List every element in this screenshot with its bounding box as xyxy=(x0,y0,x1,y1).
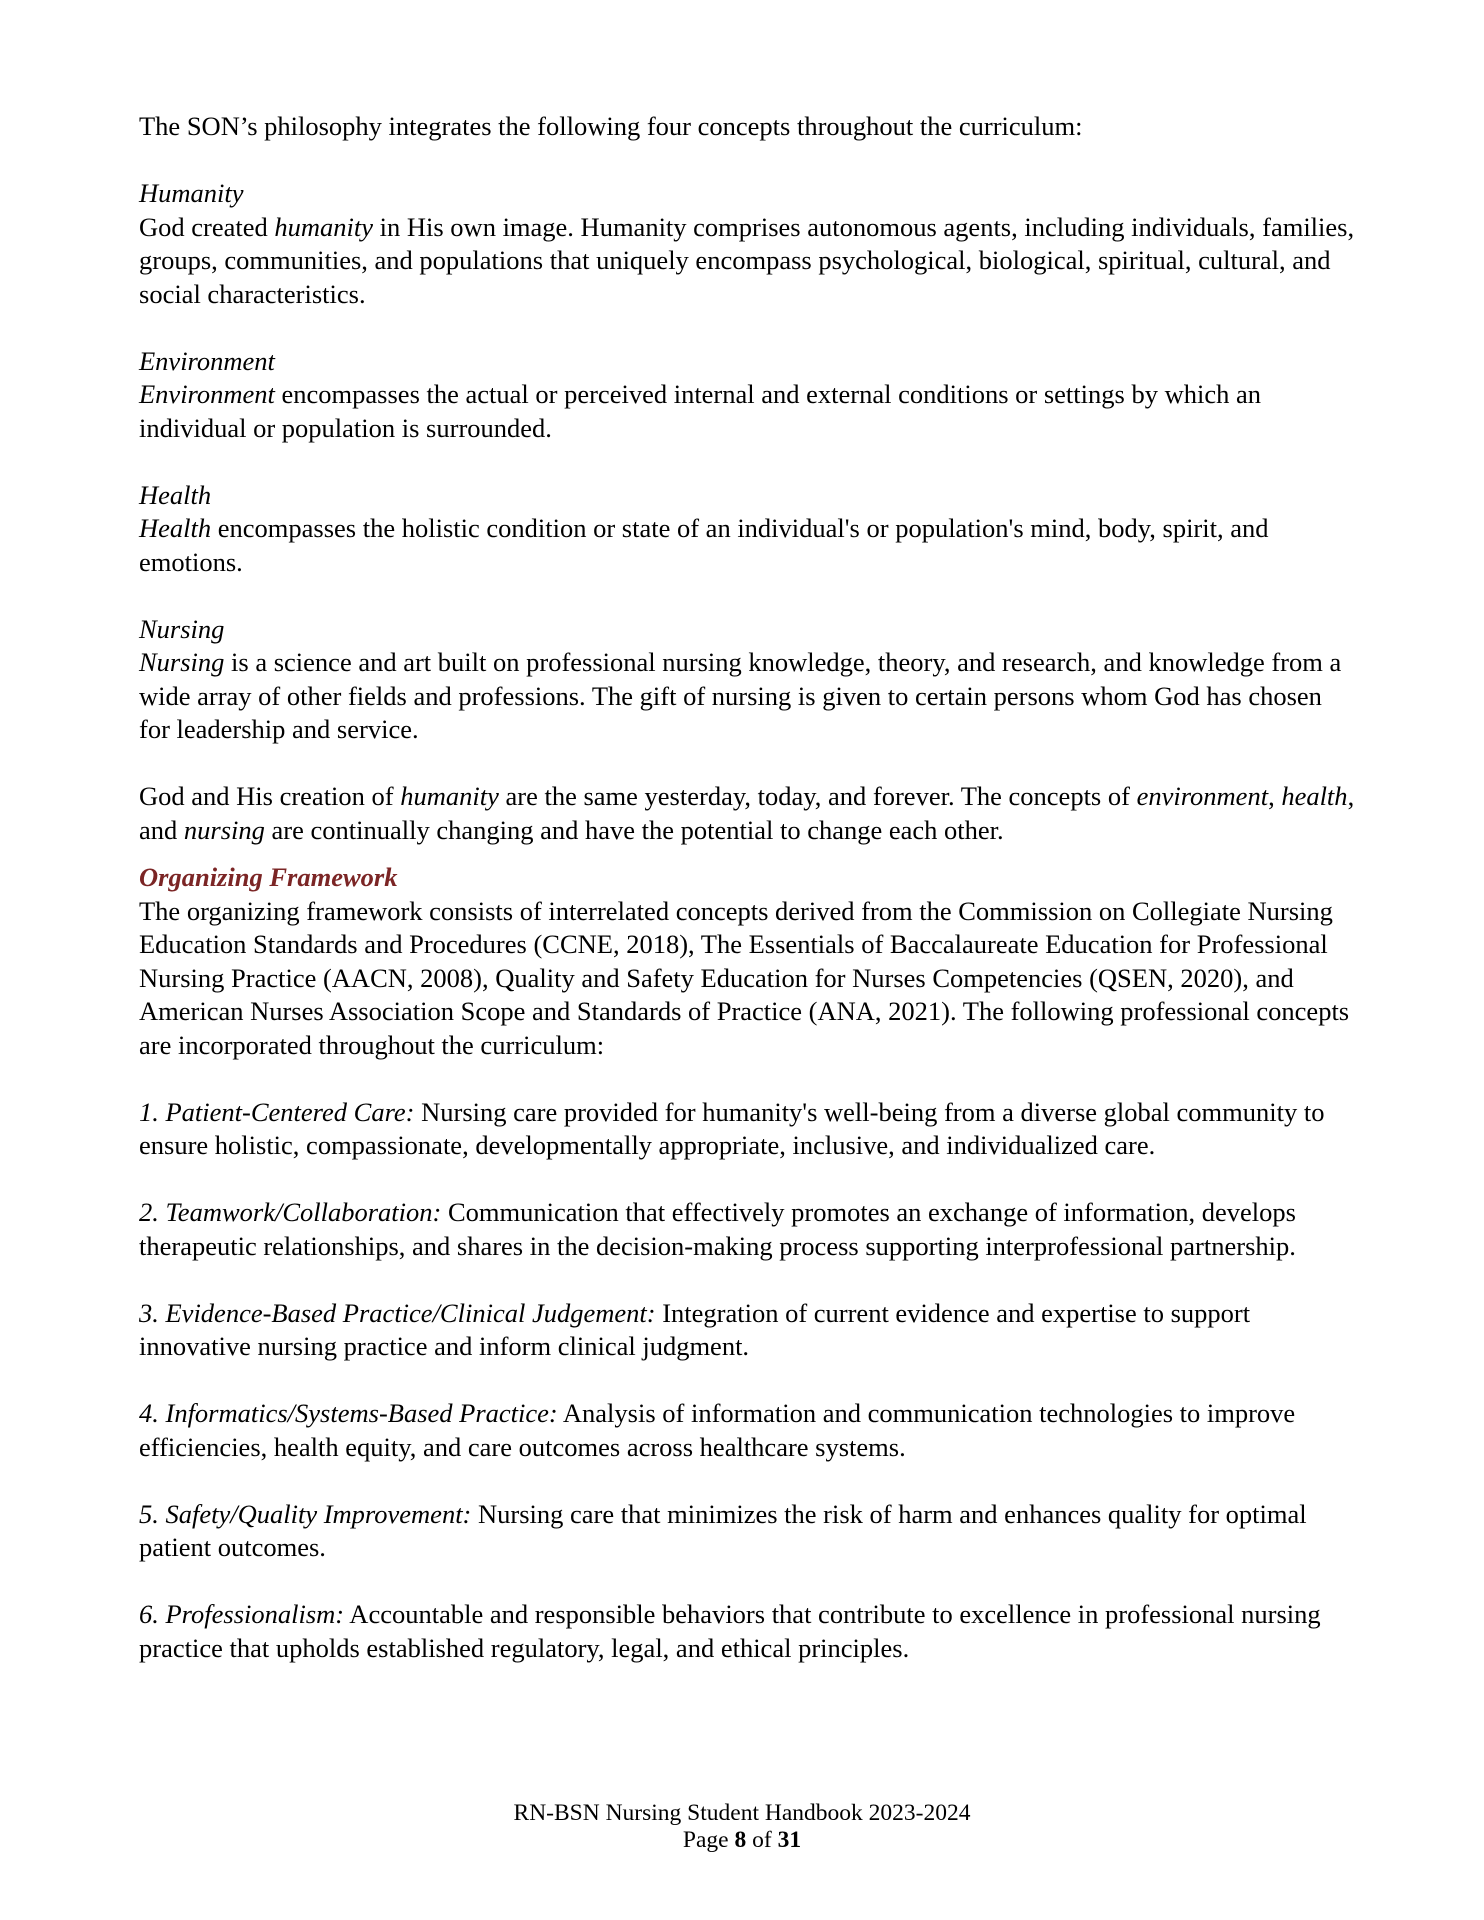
list-item-text: Communication that effectively promotes an exchange of information, develops therapeutic relationships, and shares in the decision-making process supporting interprofessional partnership. xyxy=(139,1197,1296,1261)
list-item xyxy=(139,1498,1359,1565)
list-item-text: Nursing care that minimizes the risk of harm and enhances quality for optimal patient outcomes. xyxy=(139,1498,1307,1562)
list-item xyxy=(139,1598,1359,1665)
concept-body-nursing xyxy=(139,646,1359,747)
page-content xyxy=(139,110,1359,1665)
page-footer xyxy=(0,1800,1484,1854)
list-item-text: Nursing care provided for humanity's well-being from a diverse global community to ensure holistic, compassionate, developmentally appropriate, inclusive, and individualized care. xyxy=(139,1096,1325,1160)
current-page: 8 xyxy=(734,1827,747,1853)
summary-text: are the same yesterday, today, and forever. The concepts of xyxy=(498,781,1137,811)
list-item-label: 6. Professionalism: xyxy=(139,1599,345,1629)
page-of: of xyxy=(746,1827,778,1853)
list-item-text: Analysis of information and communication technologies to improve efficiencies, health equity, and care outcomes across healthcare systems. xyxy=(139,1398,1296,1462)
summary-term-humanity: humanity xyxy=(400,781,499,811)
concept-body-environment xyxy=(139,378,1359,445)
concept-rest: encompasses the actual or perceived internal and external conditions or settings by which an individual or population is surrounded. xyxy=(139,379,1261,443)
concept-term: Environment xyxy=(139,379,275,409)
concept-rest: in His own image. Humanity comprises autonomous agents, including individuals, families, groups, communities, and populations that uniquely encompass psychological, biological, spiritual, cultural, and social characteristics. xyxy=(139,211,1355,309)
page-prefix: Page xyxy=(682,1827,735,1853)
summary-term-environment: environment xyxy=(1136,781,1269,811)
concept-rest: is a science and art built on professional nursing knowledge, theory, and research, and knowledge from a wide array of other fields and professions. The gift of nursing is given to certain persons whom God has chosen for leadership and service. xyxy=(139,647,1342,744)
summary-text: are continually changing and have the potential to change each other. xyxy=(264,814,1004,845)
concept-rest: encompasses the holistic condition or state of an individual's or population's mind, body, spirit, and emotions. xyxy=(139,513,1269,577)
concept-term: humanity xyxy=(274,211,373,242)
footer-title: RN-BSN Nursing Student Handbook 2023-2024 xyxy=(513,1800,971,1826)
summary-text: , xyxy=(1268,781,1282,811)
page-number xyxy=(0,1827,1484,1854)
summary-paragraph xyxy=(139,780,1359,847)
intro-paragraph: The SON’s philosophy integrates the following four concepts throughout the curriculum: xyxy=(139,111,1083,141)
list-item-label: 5. Safety/Quality Improvement: xyxy=(139,1498,472,1529)
framework-paragraph: The organizing framework consists of interrelated concepts derived from the Commission on Collegiate Nursing Education Standards and Procedures (CCNE, 2018), The Essentials of Baccalaureate Education for Professional Nursing Practice (AACN, 2008), Quality and Safety Education for Nurses Competencies (QSEN, 2020), and American Nurses Association Scope and Standards of Practice (ANA, 2021). The following professional concepts are incorporated throughout the curriculum: xyxy=(139,895,1350,1060)
list-item-text: Integration of current evidence and expertise to support innovative nursing practice and inform clinical judgment. xyxy=(139,1297,1251,1361)
list-item xyxy=(139,1297,1359,1364)
concept-pre: God created xyxy=(139,211,275,242)
summary-term-health: health xyxy=(1281,781,1348,811)
list-item-label: 4. Informatics/Systems-Based Practice: xyxy=(139,1398,558,1428)
concept-term: Health xyxy=(139,513,212,543)
summary-text: , and xyxy=(139,781,1355,845)
total-pages: 31 xyxy=(777,1827,802,1853)
list-item xyxy=(139,1196,1359,1263)
list-item-label: 1. Patient-Centered Care: xyxy=(139,1096,415,1127)
list-item xyxy=(139,1096,1359,1163)
concept-title-nursing: Nursing xyxy=(139,613,225,644)
concept-title-environment: Environment xyxy=(139,345,275,376)
concept-body-humanity xyxy=(139,211,1359,312)
summary-text: God and His creation of xyxy=(139,781,401,811)
concept-title-health: Health xyxy=(139,479,212,510)
list-item-text: Accountable and responsible behaviors that contribute to excellence in professional nursing practice that upholds established regulatory, legal, and ethical principles. xyxy=(139,1599,1321,1663)
list-item xyxy=(139,1397,1359,1464)
concept-term: Nursing xyxy=(139,647,225,677)
section-heading-organizing-framework: Organizing Framework xyxy=(139,862,398,892)
summary-term-nursing: nursing xyxy=(183,814,265,845)
list-item-label: 3. Evidence-Based Practice/Clinical Judgement: xyxy=(139,1297,656,1328)
list-item-label: 2. Teamwork/Collaboration: xyxy=(139,1197,442,1227)
concept-body-health xyxy=(139,512,1359,579)
concept-title-humanity: Humanity xyxy=(139,178,244,208)
